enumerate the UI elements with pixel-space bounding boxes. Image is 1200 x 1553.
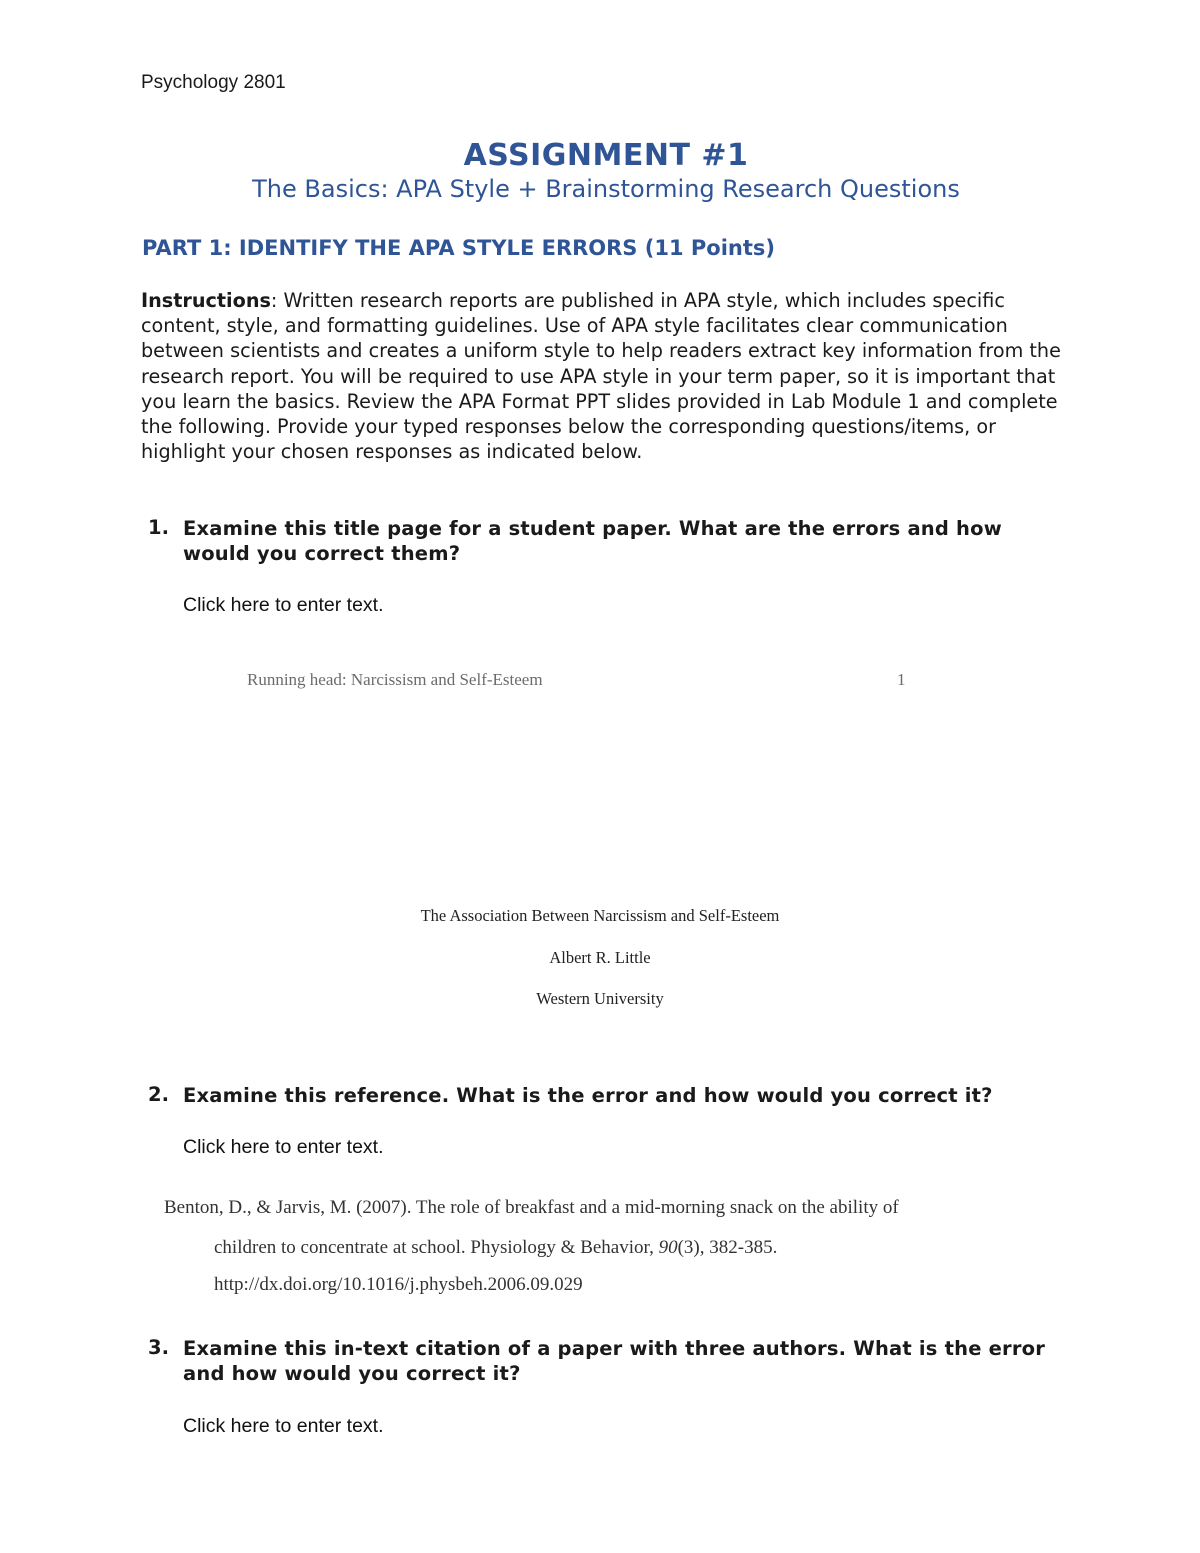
reference-doi: http://dx.doi.org/10.1016/j.physbeh.2006.09.029 (214, 1274, 583, 1295)
reference-line-2 (214, 1237, 777, 1259)
instructions-text: : Written research reports are published in APA style, which includes specific content, style, and formatting guidelines. Use of APA style facilitates clear communication between scientists and creates a uniform style to help readers extract key information from the research report. You will be required to use APA style in your term paper, so it is important that you learn the basics. Review the APA Format PPT slides provided in Lab Module 1 and complete the following. Provide your typed responses below the corresponding questions/items, or highlight your chosen responses as indicated below. (141, 289, 1061, 464)
reference-line-2-text: children to concentrate at school. Physiology & Behavior, (214, 1237, 659, 1258)
sample-paper-title: The Association Between Narcissism and Self-Esteem (420, 906, 780, 925)
part-heading: PART 1: IDENTIFY THE APA STYLE ERRORS (11 Points) (142, 236, 775, 260)
question-2-number: 2. (148, 1083, 169, 1106)
question-1-number: 1. (148, 516, 169, 539)
question-2-answer-field[interactable]: Click here to enter text. (183, 1136, 384, 1158)
reference-line-1: Benton, D., & Jarvis, M. (2007). The role of breakfast and a mid-morning snack on the ability of (164, 1197, 899, 1218)
running-head: Running head: Narcissism and Self-Esteem (247, 670, 543, 689)
sample-author: Albert R. Little (549, 948, 651, 967)
question-1-text: Examine this title page for a student paper. What are the errors and how would you correct them? (183, 517, 1002, 565)
sample-page-number: 1 (897, 670, 906, 689)
question-2-text: Examine this reference. What is the error and how would you correct it? (183, 1084, 993, 1107)
question-3-number: 3. (148, 1336, 169, 1359)
course-header: Psychology 2801 (141, 72, 286, 93)
assignment-subtitle: The Basics: APA Style + Brainstorming Research Questions (252, 175, 960, 203)
question-3-answer-field[interactable]: Click here to enter text. (183, 1415, 384, 1437)
question-1-answer-field[interactable]: Click here to enter text. (183, 594, 384, 616)
question-3-text: Examine this in-text citation of a paper with three authors. What is the error and how would you correct it? (183, 1337, 1046, 1385)
reference-line-2-pages: (3), 382-385. (677, 1237, 778, 1258)
assignment-title: ASSIGNMENT #1 (463, 138, 749, 173)
reference-volume: 90 (658, 1237, 678, 1258)
instructions-paragraph (141, 288, 1081, 464)
sample-institution: Western University (536, 989, 664, 1008)
instructions-label: Instructions (141, 289, 271, 312)
